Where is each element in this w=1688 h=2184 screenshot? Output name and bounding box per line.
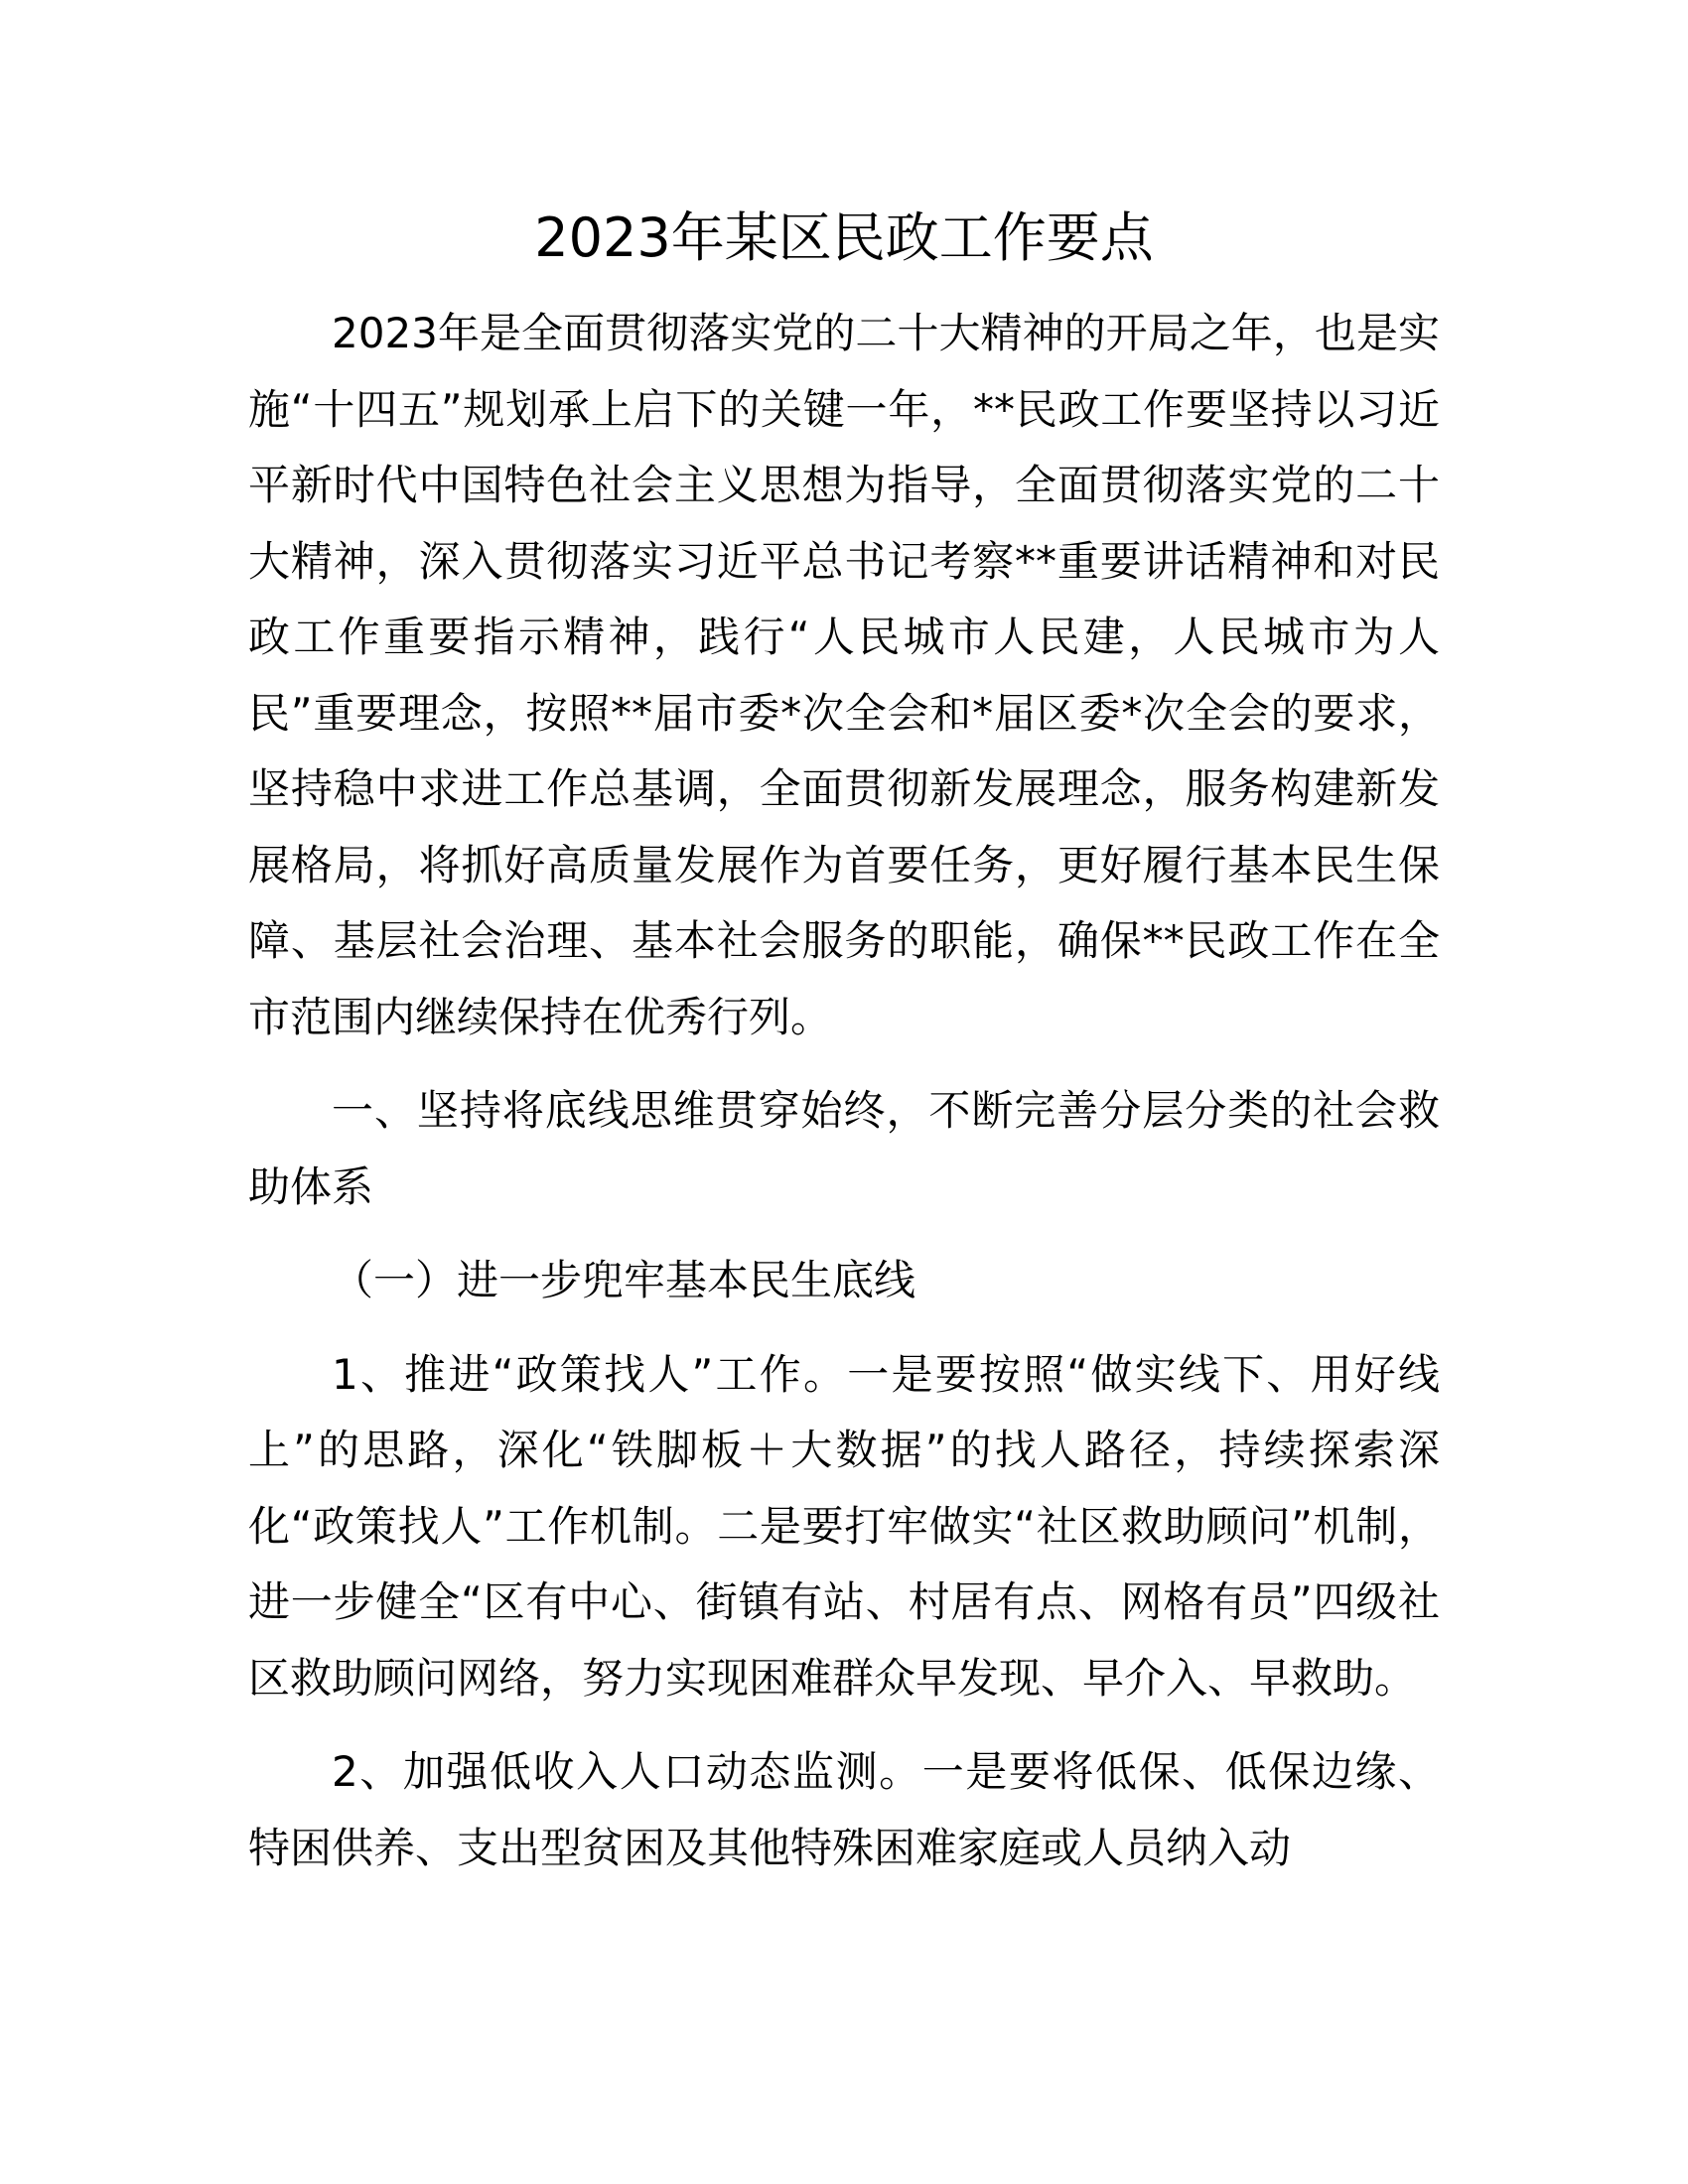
subsection-heading-1: （一）进一步兜牢基本民生底线 bbox=[332, 1256, 916, 1304]
document-body bbox=[248, 296, 1440, 1886]
item-paragraph-2: 2、加强低收入人口动态监测。一是要将低保、低保边缘、特困供养、支出型贫困及其他特殊困难家庭或人员纳入动 bbox=[248, 1747, 1440, 1872]
section-heading-1: 一、坚持将底线思维贯穿始终，不断完善分层分类的社会救助体系 bbox=[248, 1086, 1440, 1211]
document-title: 2023年某区民政工作要点 bbox=[534, 206, 1154, 269]
item-paragraph-1: 1、推进“政策找人”工作。一是要按照“做实线下、用好线上”的思路，深化“铁脚板＋大数据”的找人路径，持续探索深化“政策找人”工作机制。二是要打牢做实“社区救助顾问”机制，进一步健全“区有中心、街镇有站、村居有点、网格有员”四级社区救助顾问网络，努力实现困难群众早发现、早介入、早救助。 bbox=[248, 1349, 1440, 1703]
intro-paragraph: 2023年是全面贯彻落实党的二十大精神的开局之年，也是实施“十四五”规划承上启下的关键一年，**民政工作要坚持以习近平新时代中国特色社会主义思想为指导，全面贯彻落实党的二十大精神，深入贯彻落实习近平总书记考察**重要讲话精神和对民政工作重要指示精神，践行“人民城市人民建，人民城市为人民”重要理念，按照**届市委*次全会和*届区委*次全会的要求，坚持稳中求进工作总基调，全面贯彻新发展理念，服务构建新发展格局，将抓好高质量发展作为首要任务，更好履行基本民生保障、基层社会治理、基本社会服务的职能，确保**民政工作在全市范围内继续保持在优秀行列。 bbox=[248, 309, 1440, 1041]
